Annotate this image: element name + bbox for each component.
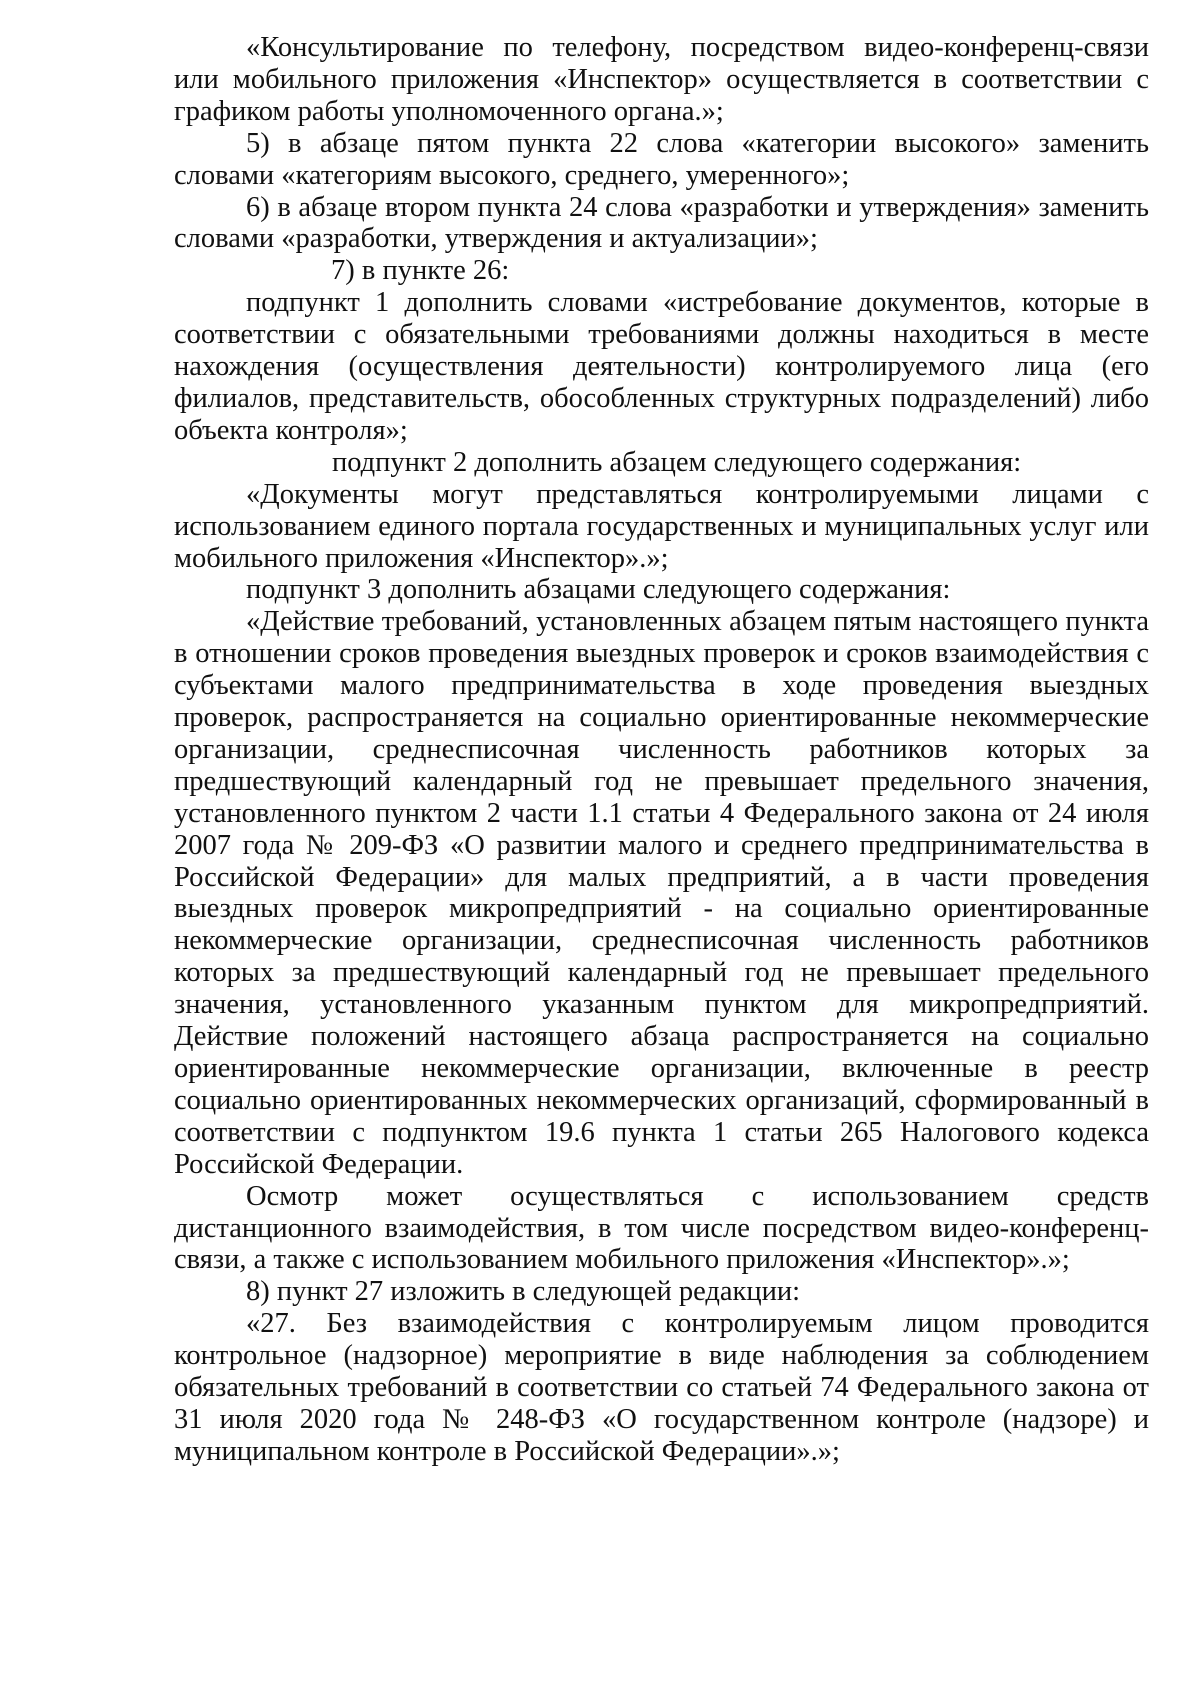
paragraph-consultation-quote: «Консультирование по телефону, посредством видео-конференц-связи или мобильного приложения «Инспектор» осуществляется в соответствии с графиком работы уполномоченного органа.»;	[174, 32, 1149, 127]
paragraph-item-8: 8) пункт 27 изложить в следующей редакции:	[246, 1276, 801, 1308]
paragraph-item-5: 5) в абзаце пятом пункта 22 слова «категории высокого» заменить словами «категориям высокого, среднего, умеренного»;	[174, 127, 1149, 191]
paragraph-item-6: 6) в абзаце втором пункта 24 слова «разработки и утверждения» заменить словами «разработки, утверждения и актуализации»;	[174, 191, 1149, 255]
paragraph-item-27-quote: «27. Без взаимодействия с контролируемым лицом проводится контрольное (надзорное) мероприятие в виде наблюдения за соблюдением обязательных требований в соответствии со статьей 74 Федерального закона от 31 июля 2020 года № 248-ФЗ «О государственном контроле (надзоре) и муниципальном контроле в Российской Федерации».»;	[174, 1308, 1149, 1467]
paragraph-inspection: Осмотр может осуществляться с использованием средств дистанционного взаимодействия, в том числе посредством видео-конференц-связи, а также с использованием мобильного приложения «Инспектор».»;	[174, 1180, 1149, 1276]
document-body	[174, 32, 1149, 1468]
paragraph-documents-quote: «Документы могут представляться контролируемыми лицами с использованием единого портала государственных и муниципальных услуг или мобильного приложения «Инспектор».»;	[174, 478, 1149, 574]
paragraph-subitem-2: подпункт 2 дополнить абзацем следующего содержания:	[332, 446, 1022, 478]
paragraph-subitem-3: подпункт 3 дополнить абзацами следующего содержания:	[246, 574, 951, 606]
paragraph-subitem-1: подпункт 1 дополнить словами «истребование документов, которые в соответствии с обязательными требованиями должны находиться в месте нахождения (осуществления деятельности) контролируемого лица (его филиалов, представительств, обособленных структурных подразделений) либо объекта контроля»;	[174, 287, 1149, 446]
paragraph-item-7: 7) в пункте 26:	[331, 255, 510, 287]
paragraph-requirements-quote: «Действие требований, установленных абзацем пятым настоящего пункта в отношении сроков проведения выездных проверок и сроков взаимодействия с субъектами малого предпринимательства в ходе проведения выездных проверок, распространяется на социально ориентированные некоммерческие организации, среднесписочная численность работников которых за предшествующий календарный год не превышает предельного значения, установленного пунктом 2 части 1.1 статьи 4 Федерального закона от 24 июля 2007 года № 209-ФЗ «О развитии малого и среднего предпринимательства в Российской Федерации» для малых предприятий, а в части проведения выездных проверок микропредприятий - на социально ориентированные некоммерческие организации, среднесписочная численность работников которых за предшествующий календарный год не превышает предельного значения, установленного указанным пунктом для микропредприятий. Действие положений настоящего абзаца распространяется на социально ориентированные некоммерческие организации, включенные в реестр социально ориентированных некоммерческих организаций, сформированный в соответствии с подпунктом 19.6 пункта 1 статьи 265 Налогового кодекса Российской Федерации.	[174, 606, 1149, 1180]
